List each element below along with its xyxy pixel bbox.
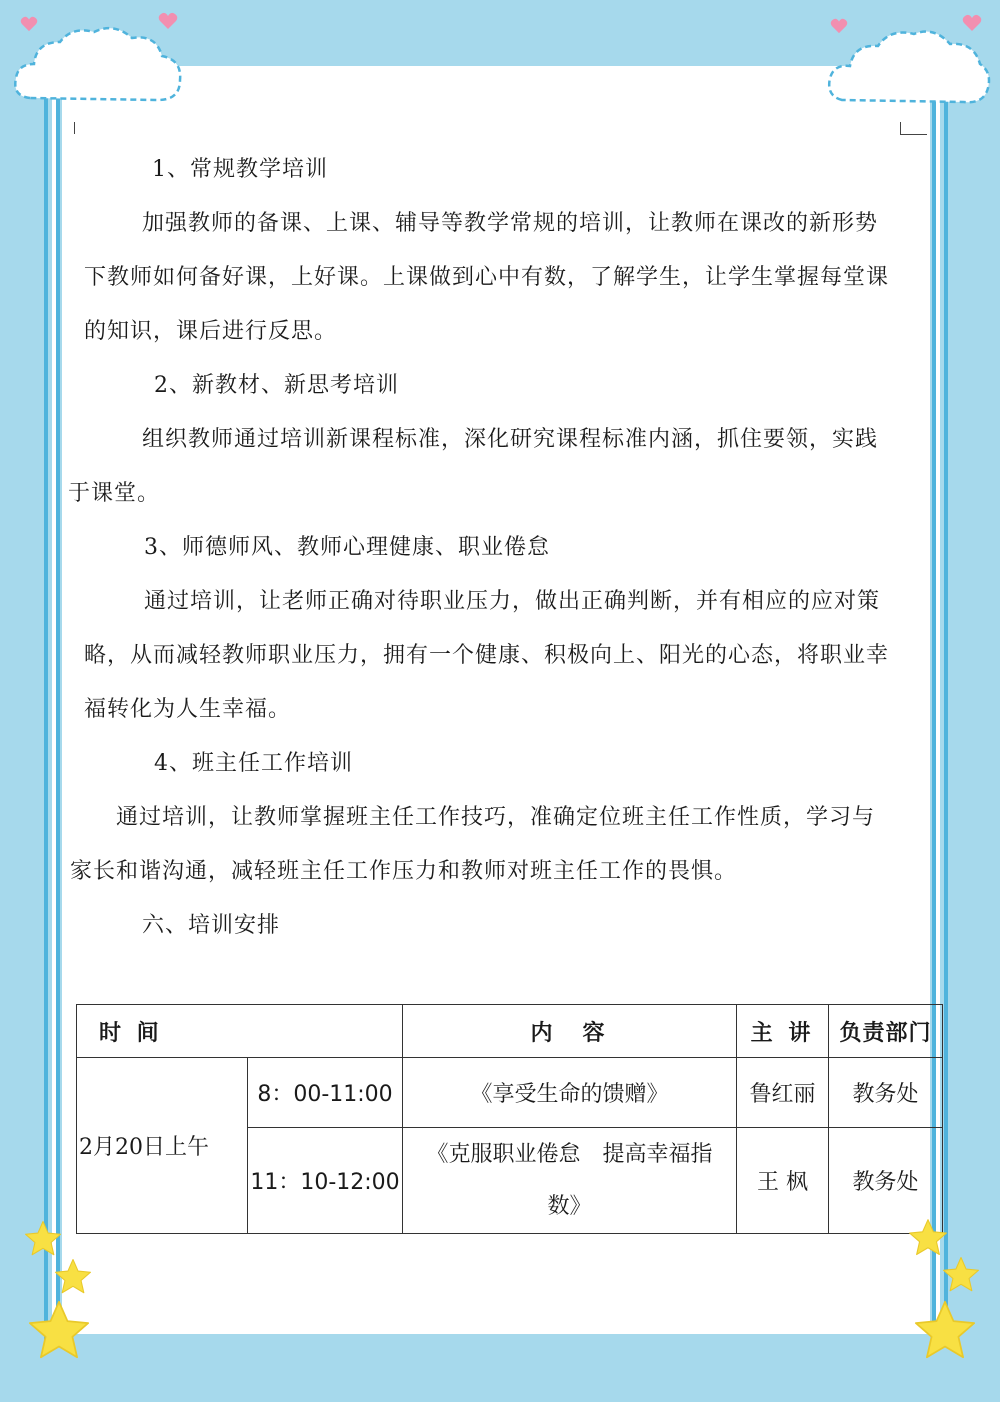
section-1-line-2: 下教师如何备好课，上好课。上课做到心中有数，了解学生，让学生掌握每堂课 (84, 265, 890, 290)
content-line: 《克服职业倦怠 提高幸福指 (426, 1141, 713, 1167)
schedule-table (76, 1004, 943, 1234)
heart-icon (962, 14, 982, 32)
speaker-cell: 王 枫 (737, 1128, 829, 1234)
frame-stripe-left (44, 60, 48, 1342)
star-icon (24, 1296, 94, 1366)
star-icon (22, 1218, 64, 1260)
table-header-row (77, 1005, 943, 1058)
section-3-line-3: 福转化为人生幸福。 (84, 697, 292, 722)
content-line: 数》 (547, 1193, 592, 1219)
section-4-line-1: 通过培训，让教师掌握班主任工作技巧，准确定位班主任工作性质，学习与 (116, 805, 876, 830)
section-4-line-2: 家长和谐沟通，减轻班主任工作压力和教师对班主任工作的畏惧。 (70, 859, 738, 884)
content-line: 《享受生命的馈赠》 (470, 1082, 669, 1107)
date-cell: 2月20日上午 (77, 1058, 248, 1234)
heart-icon (158, 12, 178, 30)
cloud-right-icon (824, 22, 994, 112)
crop-mark-left (62, 122, 75, 134)
section-2-heading: 2、新教材、新思考培训 (154, 373, 399, 398)
arrangement-heading: 六、培训安排 (142, 913, 281, 938)
time-cell: 8：00-11:00 (248, 1058, 403, 1128)
heart-icon (830, 18, 848, 34)
time-cell: 11：10-12:00 (248, 1128, 403, 1234)
content-cell (403, 1058, 737, 1128)
section-3-line-1: 通过培训，让老师正确对待职业压力，做出正确判断，并有相应的应对策 (144, 589, 881, 614)
section-4-heading: 4、班主任工作培训 (154, 751, 353, 776)
header-speaker: 主 讲 (737, 1005, 829, 1058)
section-3-heading: 3、师德师风、教师心理健康、职业倦怠 (144, 535, 550, 560)
cloud-left-icon (10, 20, 190, 110)
content-cell (403, 1128, 737, 1234)
section-1-heading: 1、常规教学培训 (152, 157, 328, 182)
frame-stripe-right (944, 60, 948, 1342)
star-icon (52, 1256, 94, 1298)
section-1-line-1: 加强教师的备课、上课、辅导等教学常规的培训，让教师在课改的新形势 (142, 211, 879, 236)
dept-cell: 教务处 (829, 1058, 943, 1128)
star-icon (940, 1254, 982, 1296)
section-3-line-2: 略，从而减轻教师职业压力，拥有一个健康、积极向上、阳光的心态，将职业幸 (84, 643, 890, 668)
document-page (62, 66, 930, 1334)
table-row (77, 1058, 943, 1128)
dept-cell: 教务处 (829, 1128, 943, 1234)
heart-icon (20, 16, 38, 32)
section-1-line-3: 的知识，课后进行反思。 (84, 319, 338, 344)
header-content: 内 容 (403, 1005, 737, 1058)
crop-mark-right (900, 122, 927, 135)
section-2-line-2: 于课堂。 (68, 481, 161, 506)
section-2-line-1: 组织教师通过培训新课程标准，深化研究课程标准内涵，抓住要领，实践 (142, 427, 879, 452)
speaker-cell: 鲁红丽 (737, 1058, 829, 1128)
star-icon (910, 1296, 980, 1366)
frame-stripe-left-inner2 (56, 60, 60, 1342)
header-time: 时 间 (77, 1005, 403, 1058)
header-dept: 负责部门 (829, 1005, 943, 1058)
